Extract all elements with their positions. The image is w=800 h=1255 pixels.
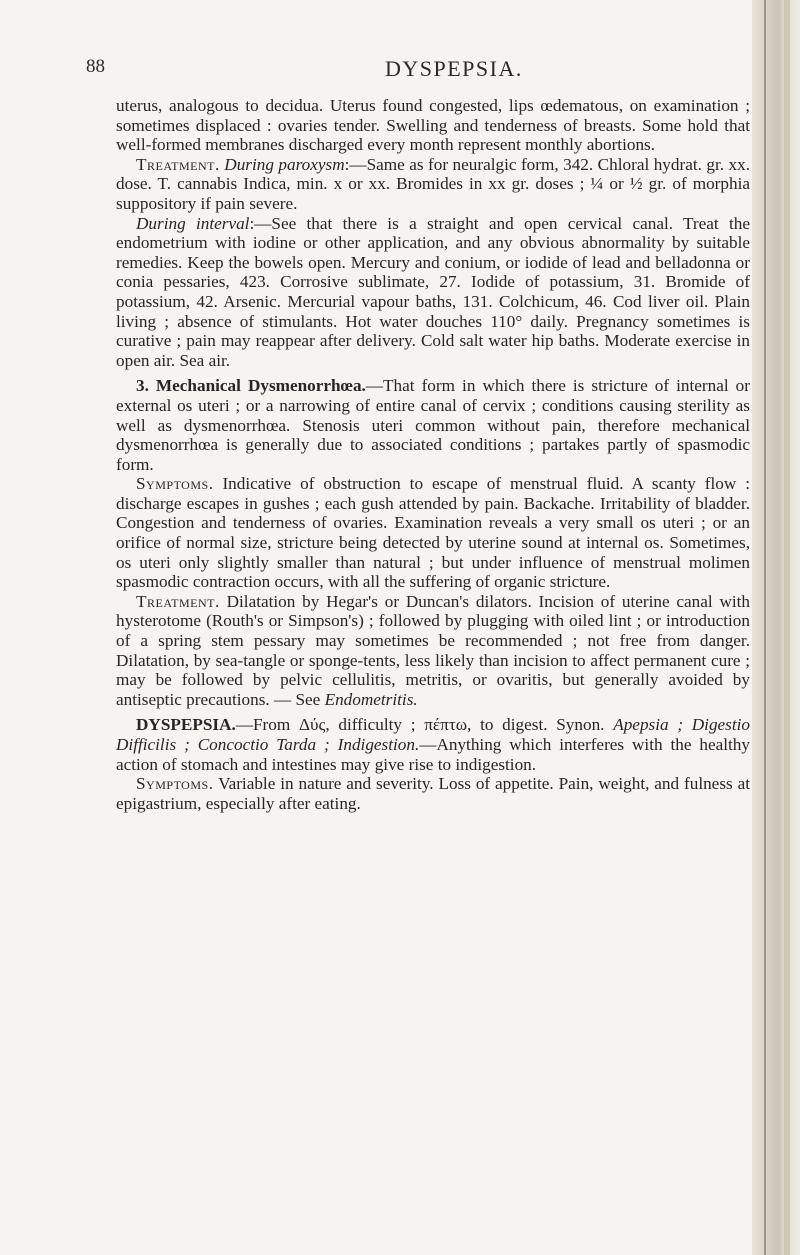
- page-header: [0, 38, 752, 81]
- page-edge-line: [764, 0, 766, 1255]
- paragraph-dyspepsia-symptoms: [116, 774, 750, 813]
- paragraph-text: uterus, analogous to decidua. Uterus found congested, lips œdematous, on examination ; sometimes displaced : ovaries tender. Swelling and tenderness of breasts. Some hold that well-formed membranes discharged every month represent monthly abortions.: [116, 96, 750, 155]
- entry-heading: DYSPEPSIA.: [136, 715, 236, 735]
- cross-reference: Endometritis.: [324, 689, 418, 709]
- paragraph-treatment-interval: [116, 214, 750, 371]
- paragraph-text: Indicative of obstruction to escape of menstrual fluid. A scanty flow : discharge escapes in gushes ; each gush attended by pain. Backache. Irritability of bladder. Congestion and tenderness of ovaries. Examination reveals a very small os uteri ; or an orifice of normal size, stricture being detected by uterine sound at internal os. Sometimes, os uteri only slightly smaller than natural ; but under influence of menstrual molimen spasmodic contraction occurs, with all the suffering of organic stricture.: [116, 474, 750, 592]
- section-label: Treatment.: [136, 591, 220, 611]
- binding-shadow: [784, 0, 790, 1255]
- paragraph-mechanical-dysmenorrhoea: [116, 376, 750, 474]
- section-label: Treatment.: [136, 154, 220, 174]
- paragraph-treatment-paroxysm: [116, 155, 750, 214]
- section-label: Symptoms.: [136, 774, 214, 794]
- italic-subheading: During interval: [136, 213, 250, 233]
- paragraph-text: —Anything which interferes with the healthy action of stomach and intestines may give rise to indigestion.: [116, 735, 750, 774]
- binding-gutter: [752, 0, 800, 1255]
- paragraph-text: :—Same as for neuralgic form, 342. Chloral hydrat. gr. xx. dose. T. cannabis Indica, min. x or xx. Bromides in xx gr. doses ; ¼ or ½ gr. of morphia suppository if pain severe.: [116, 154, 750, 213]
- paragraph-symptoms: [116, 474, 750, 592]
- paragraph-treatment-dilatation: [116, 592, 750, 710]
- paragraph-text: —That form in which there is stricture of internal or external os uteri ; or a narrowing of entire canal of cervix ; conditions causing sterility as well as dysmenorrhœa. Stenosis uteri common without pain, therefore mechanical dysmenorrhœa is generally due to associated conditions ; partakes partly of spasmodic form.: [116, 376, 750, 474]
- synonyms: Apepsia ; Digestio Difficilis ; Concoctio Tarda ; Indigestion.: [116, 715, 751, 754]
- running-head: DYSPEPSIA.: [385, 56, 523, 81]
- text-body: [116, 96, 750, 813]
- paragraph-uterus: [116, 96, 750, 155]
- paragraph-text: :—See that there is a straight and open cervical canal. Treat the endometrium with iodine or other application, and any obvious abnormality by suitable remedies. Keep the bowels open. Mercury and conium, or iodide of lead and belladonna or conia pessaries, 423. Corrosive sublimate, 27. Iodide of potassium, 31. Bromide of potassium, 42. Arsenic. Mercurial vapour baths, 131. Colchicum, 46. Cod liver oil. Plain living ; absence of stimulants. Hot water douches 110° daily. Pregnancy sometimes is curative ; pain may reappear after delivery. Cold salt water hip baths. Moderate exercise in open air. Sea air.: [116, 213, 750, 370]
- paragraph-text: —From Δύς, difficulty ; πέπτω, to digest. Synon.: [235, 715, 605, 735]
- paragraph-dyspepsia: [116, 715, 750, 774]
- page-number: 88: [86, 56, 105, 77]
- section-label: Symptoms.: [136, 474, 214, 494]
- italic-subheading: During paroxysm: [224, 154, 345, 174]
- paragraph-text: Variable in nature and severity. Loss of appetite. Pain, weight, and fulness at epigastrium, especially after eating.: [116, 774, 750, 813]
- section-heading: 3. Mechanical Dysmenorrhœa.: [136, 376, 366, 396]
- paragraph-text: Dilatation by Hegar's or Duncan's dilators. Incision of uterine canal with hysterotome (Routh's or Simpson's) ; followed by plugging with oiled lint ; or introduction of a spring stem pessary may sometimes be recommended ; not free from danger. Dilatation, by sea-tangle or sponge-tents, less likely than incision to affect permanent cure ; may be followed by pelvic cellulitis, metritis, or ovaritis, but generally avoided by antiseptic precautions. — See: [116, 591, 750, 709]
